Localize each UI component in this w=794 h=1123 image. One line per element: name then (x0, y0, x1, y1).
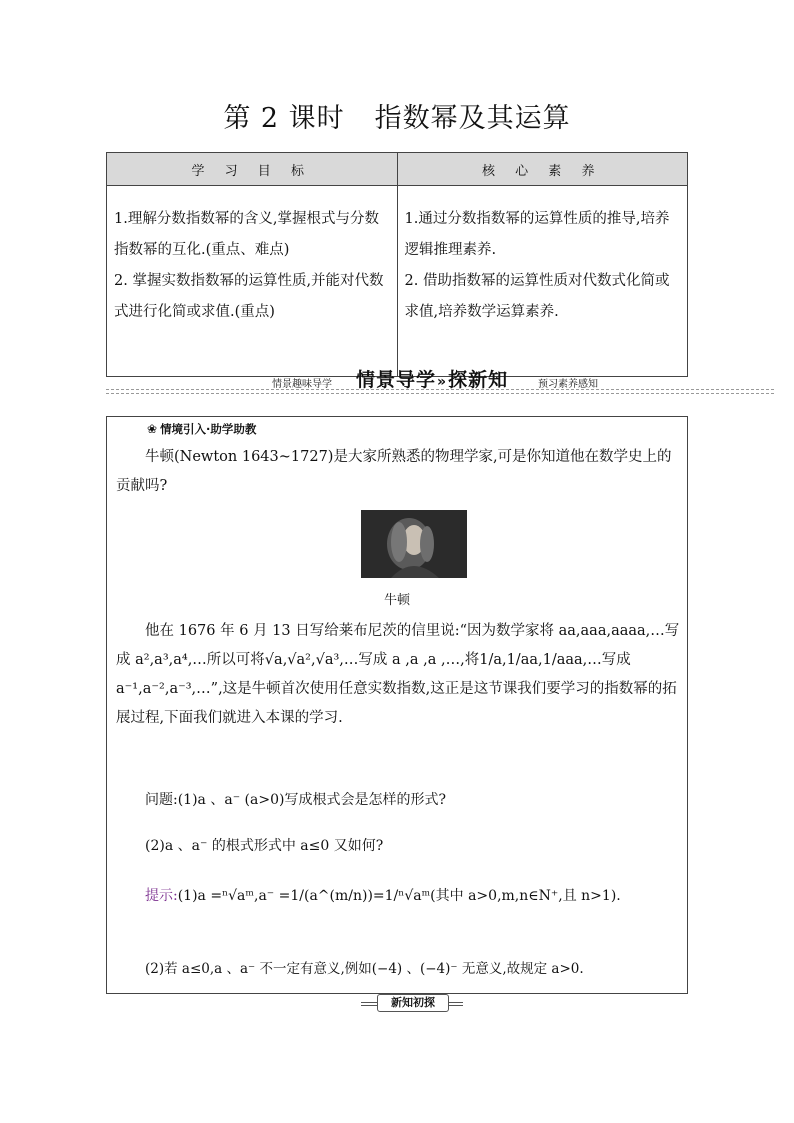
page-title (0, 96, 794, 135)
new-knowledge-badge (361, 994, 463, 1012)
story-paragraph: 他在 1676 年 6 月 13 日写给莱布尼茨的信里说:“因为数学家将 aa,aaa,aaaa,…写成 a²,a³,a⁴,…所以可将√a,√a²,√a³,…写成 a ,a ,a ,…,将1/a,1/aa,1/aaa,…写成 a⁻¹,a⁻²,a⁻³,…”,这是牛顿首次使用任意实数指数,这正是这节课我们要学习的指数幂的拓展过程,下面我们就进入本课的学习. (116, 623, 680, 726)
box-label: ❀ 情境引入·助学助教 (147, 422, 257, 436)
note-line: (2)若 a≤0,a 、a⁻ 不一定有意义,例如(−4) 、(−4)⁻ 无意义,故规定 a>0. (145, 961, 584, 977)
intro-box (106, 416, 688, 994)
banner-left-text: 情景趣味导学 (272, 379, 332, 390)
banner-title-1: 情景导学 (356, 369, 437, 391)
header-core-literacy: 核 心 素 养 (397, 153, 688, 186)
swirl-icon: ❀ (147, 422, 158, 436)
hint-label: 提示: (145, 888, 178, 904)
lesson-number: 第 2 课时 (223, 103, 345, 134)
hint (145, 885, 621, 905)
lesson-topic: 指数幂及其运算 (374, 103, 571, 134)
intro-paragraph: 牛顿(Newton 1643~1727)是大家所熟悉的物理学家,可是你知道他在数学史上的贡献吗? (116, 449, 672, 494)
header-learning-goals: 学 习 目 标 (107, 153, 398, 186)
newton-portrait (361, 510, 467, 578)
double-chevron-icon: » (437, 374, 448, 390)
learning-goals-cell: 1.理解分数指数幂的含义,掌握根式与分数指数幂的互化.(重点、难点) 2. 掌握实数指数幂的运算性质,并能对代数式进行化简或求值.(重点) (107, 186, 398, 377)
banner-title (356, 365, 508, 392)
badge-text: 新知初探 (377, 994, 449, 1012)
core-literacy-cell: 1.通过分数指数幂的运算性质的推导,培养逻辑推理素养. 2. 借助指数幂的运算性质对代数式化简或求值,培养数学运算素养. (397, 186, 688, 377)
banner-title-2: 探新知 (448, 369, 509, 391)
hint-body: (1)a =ⁿ√aᵐ,a⁻ =1/(a^(m/n))=1/ⁿ√aᵐ(其中 a>0,m,n∈N⁺,且 n>1). (177, 888, 621, 904)
goals-table (106, 152, 688, 377)
portrait-caption: 牛顿 (383, 593, 410, 608)
question-2: (2)a 、a⁻ 的根式形式中 a≤0 又如何? (145, 838, 384, 854)
section-banner (106, 363, 774, 397)
banner-right-text: 预习素养感知 (538, 379, 598, 390)
question-1: 问题:(1)a 、a⁻ (a>0)写成根式会是怎样的形式? (145, 792, 446, 808)
